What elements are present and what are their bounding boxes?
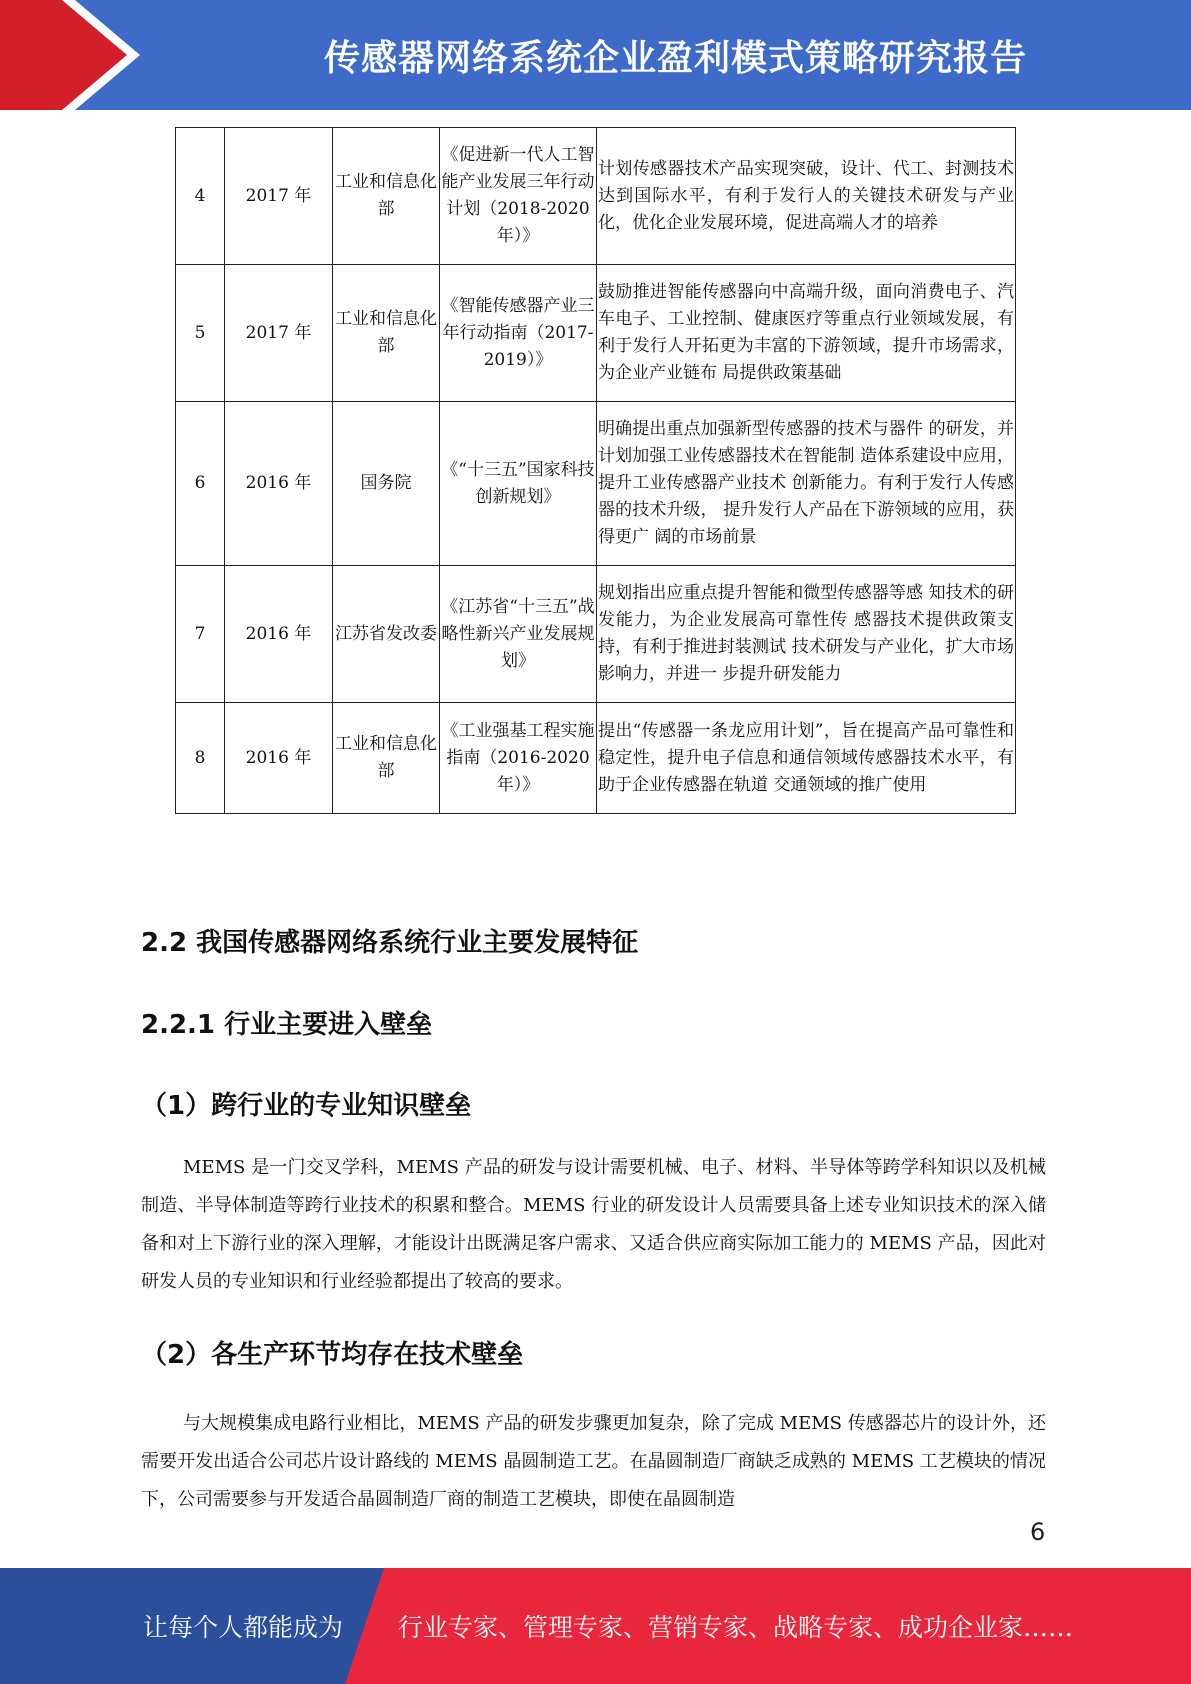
paragraph-technical-barrier: 与大规模集成电路行业相比，MEMS 产品的研发步骤更加复杂，除了完成 MEMS 传感器芯片的设计外，还需要开发出适合公司芯片设计路线的 MEMS 晶圆制造工艺。在晶圆制造厂商缺乏成熟的 MEMS 工艺模块的情况下，公司需要参与开发适合晶圆制造厂商的制造工艺模块，即使在晶圆制造 [141, 1413, 1046, 1510]
table-row [176, 566, 1016, 703]
row-year: 2016 年 [225, 566, 333, 703]
table-row [176, 703, 1016, 814]
row-number: 6 [176, 402, 225, 566]
row-policy-document: 《“十三五”国家科技创新规划》 [440, 402, 597, 566]
subheading-knowledge-barrier: （1）跨行业的专业知识壁垒 [141, 1091, 472, 1121]
row-number: 8 [176, 703, 225, 814]
policy-table [175, 127, 1016, 814]
row-number: 7 [176, 566, 225, 703]
report-header [0, 0, 1191, 110]
subheading-technical-barrier: （2）各生产环节均存在技术壁垒 [141, 1340, 524, 1370]
table-row [176, 402, 1016, 566]
row-year: 2016 年 [225, 402, 333, 566]
paragraph-knowledge-barrier: MEMS 是一门交叉学科，MEMS 产品的研发与设计需要机械、电子、材料、半导体等跨学科知识以及机械制造、半导体制造等跨行业技术的积累和整合。MEMS 行业的研发设计人员需要具备上述专业知识技术的深入储备和对上下游行业的深入理解，才能设计出既满足客户需求、又适合供应商实际加工能力的 MEMS 产品，因此对研发人员的专业知识和行业经验都提出了较高的要求。 [141, 1157, 1046, 1292]
row-impact: 鼓励推进智能传感器向中高端升级，面向消费电子、汽车电子、工业控制、健康医疗等重点行业领域发展，有利于发行人开拓更为丰富的下游领域，提升市场需求，为企业产业链布 局提供政策基础 [597, 265, 1016, 402]
row-policy-document: 《工业强基工程实施指南（2016-2020年）》 [440, 703, 597, 814]
section-heading: 2.2 我国传感器网络系统行业主要发展特征 [141, 928, 639, 958]
row-policy-document: 《智能传感器产业三年行动指南（2017-2019）》 [440, 265, 597, 402]
row-impact: 计划传感器技术产品实现突破，设计、代工、封测技术达到国际水平，有利于发行人的关键技术研发与产业化，优化企业发展环境，促进高端人才的培养 [597, 128, 1016, 265]
header-chevron-graphic [0, 0, 160, 110]
row-year: 2017 年 [225, 128, 333, 265]
row-impact: 明确提出重点加强新型传感器的技术与器件 的研发，并计划加强工业传感器技术在智能制 造体系建设中应用，提升工业传感器产业技术 创新能力。有利于发行人传感器的技术升级， 提升发行人产品在下游领域的应用，获得更广 阔的市场前景 [597, 402, 1016, 566]
row-policy-document: 《江苏省“十三五”战略性新兴产业发展规划》 [440, 566, 597, 703]
footer-banner [0, 1568, 1191, 1684]
row-department: 工业和信息化部 [333, 265, 440, 402]
row-policy-document: 《促进新一代人工智能产业发展三年行动计划（2018-2020年）》 [440, 128, 597, 265]
table-row [176, 128, 1016, 265]
row-department: 工业和信息化部 [333, 703, 440, 814]
row-year: 2017 年 [225, 265, 333, 402]
row-department: 江苏省发改委 [333, 566, 440, 703]
subsection-heading: 2.2.1 行业主要进入壁垒 [141, 1010, 433, 1040]
row-number: 5 [176, 265, 225, 402]
row-impact: 规划指出应重点提升智能和微型传感器等感 知技术的研发能力，为企业发展高可靠性传 感器技术提供政策支持，有利于推进封装测试 技术研发与产业化，扩大市场影响力，并进一 步提升研发能力 [597, 566, 1016, 703]
footer-slogan-right: 行业专家、管理专家、营销专家、战略专家、成功企业家…… [398, 1613, 1074, 1642]
report-title: 传感器网络系统企业盈利模式策略研究报告 [323, 37, 1027, 79]
row-number: 4 [176, 128, 225, 265]
row-year: 2016 年 [225, 703, 333, 814]
row-impact: 提出“传感器一条龙应用计划”，旨在提高产品可靠性和稳定性，提升电子信息和通信领域传感器技术水平，有助于企业传感器在轨道 交通领域的推广使用 [597, 703, 1016, 814]
row-department: 工业和信息化部 [333, 128, 440, 265]
page-number: 6 [1030, 1518, 1046, 1546]
footer-slogan-left: 让每个人都能成为 [143, 1613, 344, 1642]
table-row [176, 265, 1016, 402]
row-department: 国务院 [333, 402, 440, 566]
